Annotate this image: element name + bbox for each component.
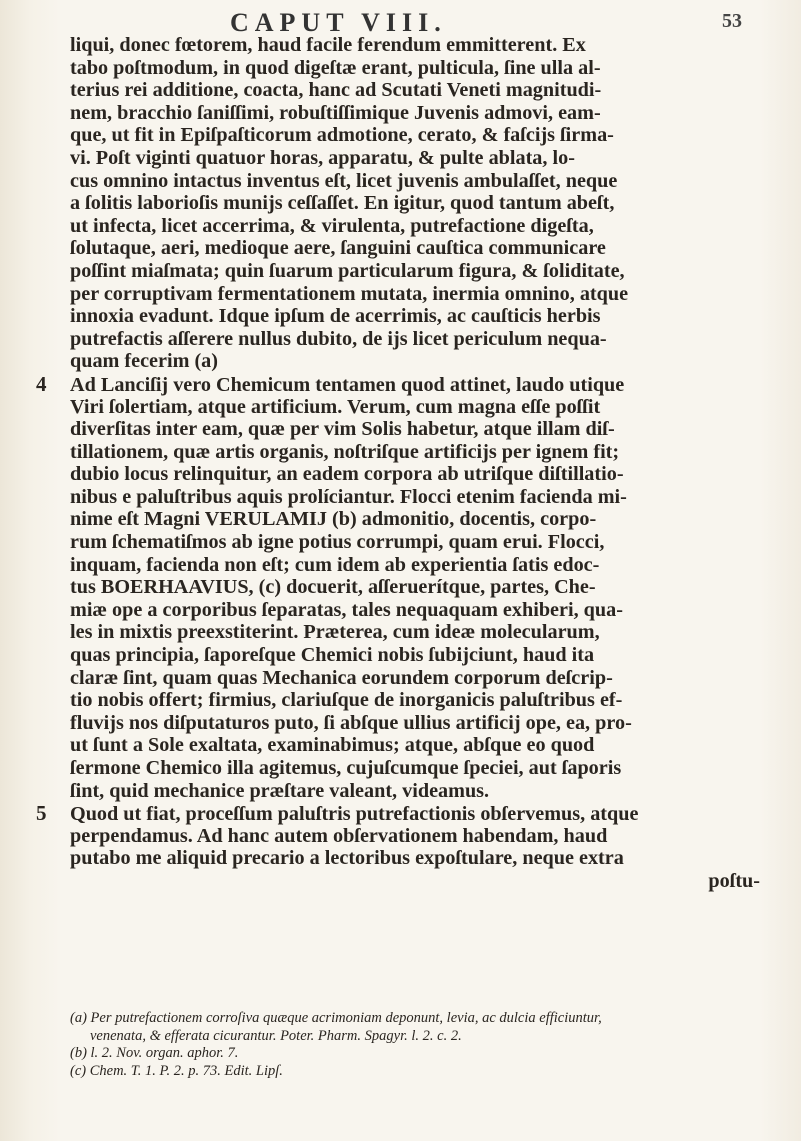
text-line: liqui, donec fœtorem, haud facile ferendum emmitterent. Ex: [70, 34, 586, 56]
footnote: (a) Per putrefactionem corroſiva quæque acrimoniam deponunt, levia, ac dulcia efficiuntur,: [70, 1010, 602, 1026]
text-line: cus omnino intactus inventus eſt, licet juvenis ambulaſſet, neque: [70, 169, 618, 192]
text-line: tillationem, quæ artis organis, noſtriſque artificijs per ignem fit;: [70, 440, 620, 463]
page-number: 53: [722, 10, 742, 32]
text-line: per corruptivam fermentationem mutata, inermia omnino, atque: [70, 282, 629, 305]
text-line: ſint, quid mechanice præſtare valeant, videamus.: [70, 779, 490, 802]
text-line: les in mixtis preexstiterint. Præterea, cum ideæ molecularum,: [70, 621, 600, 644]
text-line: ut infecta, licet accerrima, & virulenta, putrefactione digeſta,: [70, 214, 594, 237]
text-line: Ad Lanciſij vero Chemicum tentamen quod attinet, laudo utique: [70, 373, 625, 396]
text-line: tabo poſtmodum, in quod digeſtæ erant, pulticula, ſine ulla al-: [70, 56, 601, 79]
text-line: putabo me aliquid precario a lectoribus expoſtulare, neque extra: [70, 847, 624, 870]
text-line: rum ſchematiſmos ab igne potius corrumpi, quam erui. Flocci,: [70, 531, 605, 554]
text-line: poſſint miaſmata; quin ſuarum particularum figura, & ſoliditate,: [70, 259, 625, 282]
text-line: innoxia evadunt. Idque ipſum de acerrimis, ac cauſticis herbis: [70, 305, 601, 328]
text-line: nime eſt Magni VERULAMIJ (b) admonitio, docentis, corpo-: [70, 508, 597, 531]
paragraph-number: 5: [36, 802, 47, 825]
text-line: dubio locus relinquitur, an eadem corpora ab utriſque diſtillatio-: [70, 463, 624, 486]
footnote: (c) Chem. T. 1. P. 2. p. 73. Edit. Lipſ.: [70, 1062, 283, 1079]
text-line: nibus e paluſtribus aquis prolíciantur. Flocci etenim facienda mi-: [70, 485, 627, 508]
paragraph-5-first-line: [36, 802, 760, 825]
text-line: ſermone Chemico illa agitemus, cujuſcumque ſpeciei, aut ſaporis: [70, 757, 622, 779]
text-line: perpendamus. Ad hanc autem obſervationem habendam, haud: [70, 824, 608, 847]
text-line: diverſitas inter eam, quæ per vim Solis habetur, atque illam diſ-: [70, 418, 615, 441]
text-line: quam fecerim (a): [70, 350, 218, 373]
text-line: a ſolitis laborioſis munijs ceſſaſſet. En igitur, quod tantum abeſt,: [70, 192, 615, 215]
text-line: tio nobis offert; firmius, clariuſque de inorganicis paluſtribus ef-: [70, 689, 623, 712]
catchword: poſtu-: [708, 869, 760, 892]
text-line: que, ut fit in Epiſpaſticorum admotione, cerato, & faſcijs ſirma-: [70, 124, 614, 147]
text-line: miæ ope a corporibus ſeparatas, tales nequaquam exhiberi, qua-: [70, 598, 623, 621]
footnotes: [70, 1010, 760, 1080]
text-line: ſolutaque, aeri, medioque aere, ſanguini cauſtica communicare: [70, 237, 606, 260]
text-line: quas principia, ſaporeſque Chemici nobis ſubijciunt, haud ita: [70, 644, 595, 667]
text-line: tus BOERHAAVIUS, (c) docuerit, aſſeruerítque, partes, Che-: [70, 576, 596, 599]
running-header: CAPUT VIII.: [230, 8, 447, 37]
text-line: Quod ut fiat, proceſſum paluſtris putrefactionis obſervemus, atque: [70, 803, 639, 825]
main-text: [36, 34, 760, 893]
text-line: Viri ſolertiam, atque artificium. Verum, cum magna eſſe poſſit: [70, 395, 601, 418]
text-line: terius rei additione, coacta, hanc ad Scutati Veneti magnitudi-: [70, 79, 602, 102]
footnote: (b) l. 2. Nov. organ. aphor. 7.: [70, 1045, 239, 1061]
text-line: ut ſunt a Sole exaltata, examinabimus; atque, abſque eo quod: [70, 734, 595, 757]
paragraph-number: 4: [36, 372, 47, 396]
text-line: inquam, facienda non eſt; cum idem ab experientia ſatis edoc-: [70, 553, 600, 576]
footnote-continuation: venenata, & efferata cicurantur. Poter. Pharm. Spagyr. l. 2. c. 2.: [90, 1027, 462, 1044]
text-line: fluvijs nos diſputaturos puto, ſi abſque ullius artificij ope, ea, pro-: [70, 711, 632, 734]
text-line: claræ ſint, quam quas Mechanica eorundem corporum deſcrip-: [70, 666, 613, 689]
text-line: vi. Poſt viginti quatuor horas, apparatu, & pulte ablata, lo-: [70, 146, 575, 169]
text-line: putrefactis aſſerere nullus dubito, de ijs licet periculum nequa-: [70, 327, 607, 350]
paragraph-4-first-line: [36, 373, 760, 396]
text-line: nem, bracchio ſaniſſimi, robuſtiſſimique Juvenis admovi, eam-: [70, 101, 601, 124]
